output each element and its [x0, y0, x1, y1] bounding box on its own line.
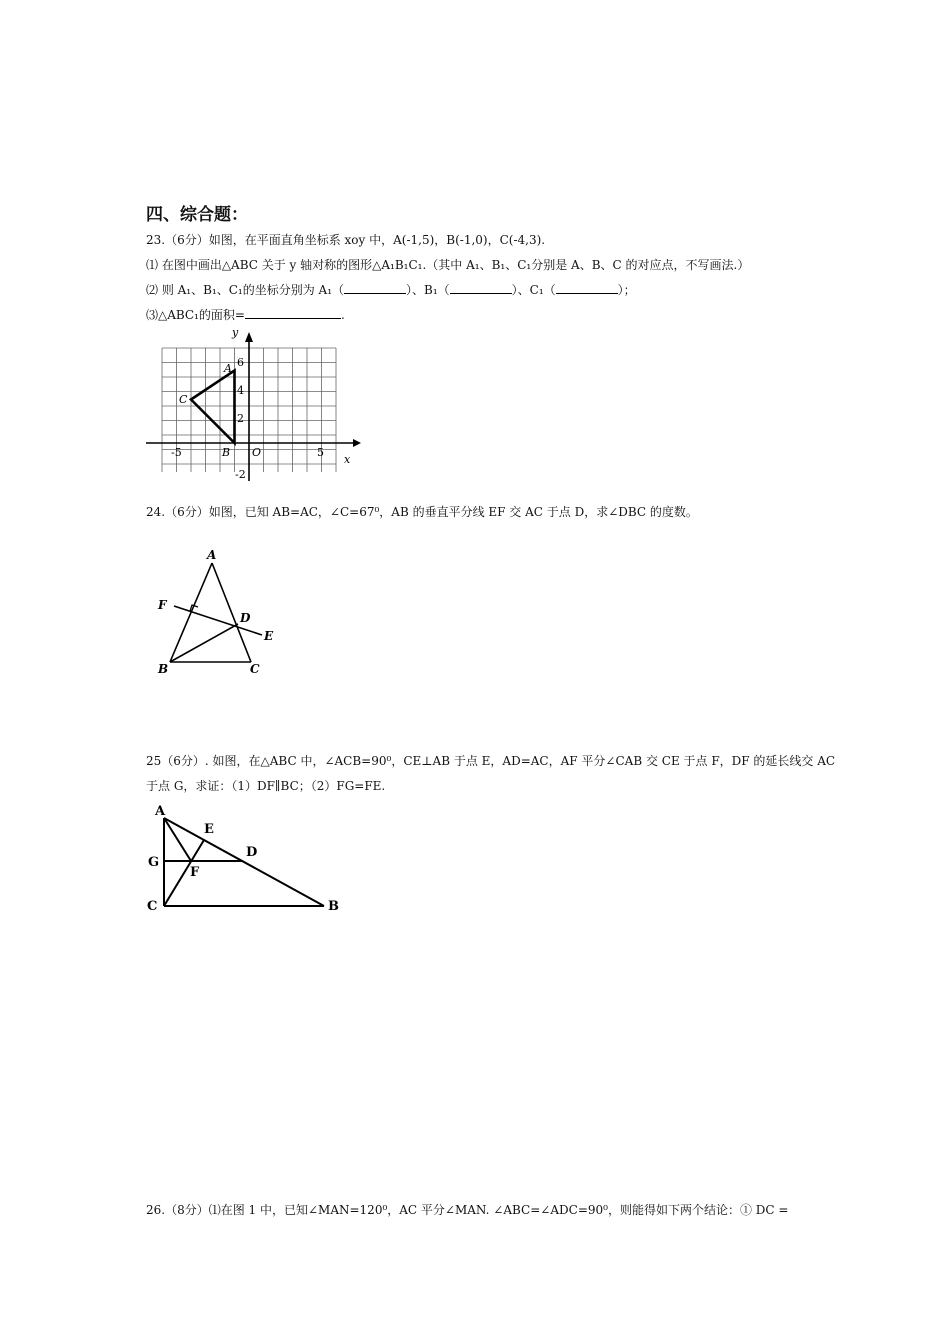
q23-stem: 23.（6分）如图，在平面直角坐标系 xoy 中，A(-1,5)，B(-1,0)，C(-4,3).	[146, 233, 546, 247]
answer-blank-c1[interactable]	[556, 281, 618, 294]
label-b: B	[158, 662, 169, 676]
answer-blank-b1[interactable]	[450, 281, 512, 294]
label-c: C	[179, 393, 188, 406]
label-e: E	[264, 629, 274, 643]
label-c: C	[250, 662, 260, 676]
label-b: B	[328, 899, 339, 914]
x-axis-arrow	[353, 439, 361, 447]
tick-y-6: 6	[237, 356, 244, 369]
q23-part2-end: ）；	[617, 283, 636, 297]
q25-triangle-figure	[140, 800, 350, 918]
label-f: F	[190, 865, 200, 880]
label-c: C	[147, 899, 158, 914]
label-a: A	[155, 804, 166, 819]
q25-line2: 于点 G，求证：（1）DF∥BC；（2）FG=FE.	[146, 779, 386, 793]
triangle-abc	[191, 371, 235, 444]
label-d: D	[240, 611, 251, 625]
label-d: D	[246, 845, 258, 860]
label-e: E	[204, 822, 214, 837]
tick-y-2: 2	[237, 412, 244, 425]
label-g: G	[148, 855, 160, 870]
label-f: F	[158, 598, 167, 612]
segment-bd	[170, 624, 238, 662]
answer-blank-area[interactable]	[245, 306, 341, 319]
q23-coordinate-figure	[140, 326, 370, 488]
tick-x-5: 5	[317, 446, 324, 459]
label-b: B	[222, 446, 231, 459]
label-a: A	[224, 362, 232, 375]
q26-line1: 26.（8分）⑴在图 1 中，已知∠MAN=120⁰，AC 平分∠MAN. ∠ABC=∠ADC=90⁰，则能得如下两个结论：① DC =	[146, 1203, 789, 1217]
q24-triangle-figure	[150, 545, 290, 681]
segment-ab	[170, 563, 212, 662]
x-axis-label: x	[344, 453, 351, 466]
section-title: 四、综合题：	[146, 205, 248, 225]
tick-x-neg5: -5	[171, 446, 182, 459]
q25-line1: 25（6分）. 如图，在△ABC 中，∠ACB=90⁰，CE⊥AB 于点 E，AD=AC，AF 平分∠CAB 交 CE 于点 F，DF 的延长线交 AC	[146, 754, 836, 768]
tick-y-4: 4	[237, 384, 244, 397]
y-axis-arrow	[245, 332, 253, 342]
answer-blank-a1[interactable]	[344, 281, 406, 294]
q23-part2	[146, 281, 636, 298]
q23-part2-prefix: ⑵ 则 A₁、B₁、C₁的坐标分别为 A₁（	[146, 283, 345, 297]
origin-label: O	[252, 446, 262, 459]
q24-stem: 24.（6分）如图，已知 AB=AC，∠C=67⁰，AB 的垂直平分线 EF 交 AC 于点 D，求∠DBC 的度数。	[146, 505, 698, 519]
q23-part3-end: .	[340, 308, 345, 322]
y-axis-label: y	[232, 326, 239, 339]
label-a: A	[207, 548, 217, 562]
q23-part3-prefix: ⑶△ABC₁的面积=	[146, 308, 245, 322]
q23-part2-b: ）、B₁（	[406, 283, 450, 297]
q23-part3	[146, 306, 345, 323]
q23-part2-c: ）、C₁（	[511, 283, 556, 297]
q23-part1: ⑴ 在图中画出△ABC 关于 y 轴对称的图形△A₁B₁C₁.（其中 A₁、B₁、C₁分别是 A、B、C 的对应点，不写画法.）	[146, 258, 750, 272]
tick-y-neg2: -2	[235, 468, 246, 481]
